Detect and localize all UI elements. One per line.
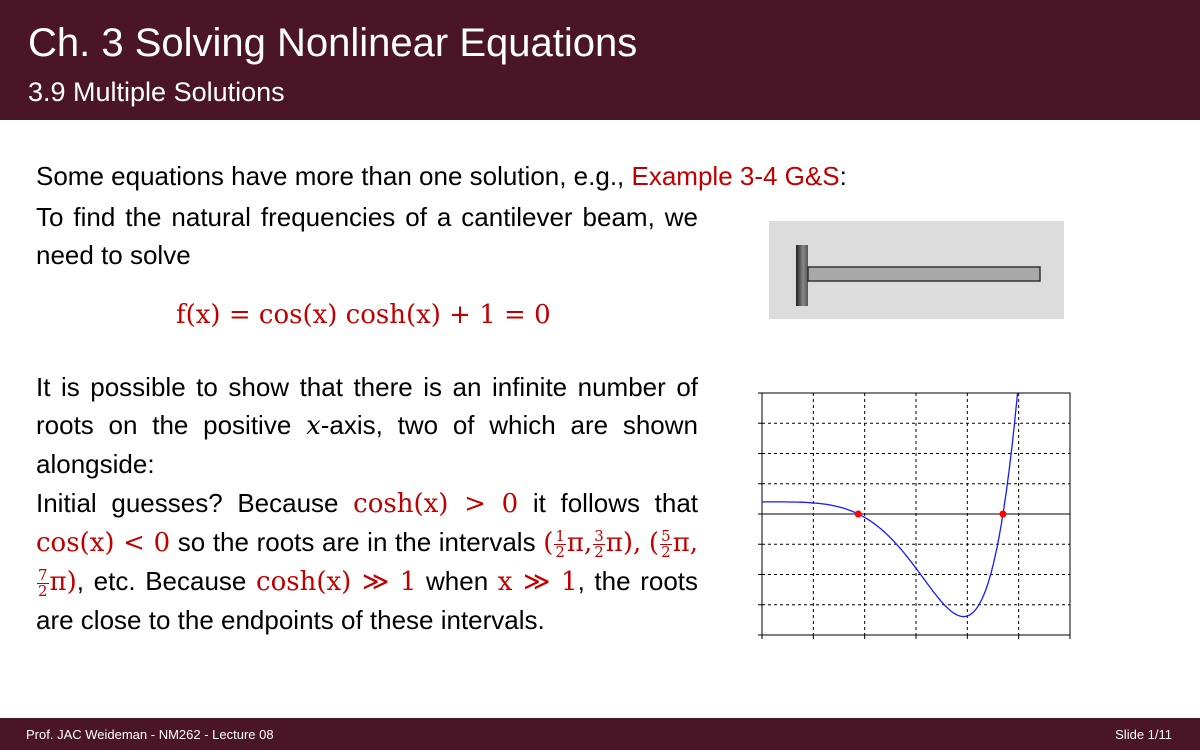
paren: ), <box>622 528 642 558</box>
p3-text-d: , etc. Because <box>76 566 257 596</box>
fraction <box>660 526 672 561</box>
footer-author: Prof. JAC Weideman - NM262 - Lecture 08 <box>26 727 274 742</box>
equation: f(x) = cos(x) cosh(x) + 1 = 0 <box>176 300 551 330</box>
denominator: 2 <box>661 542 671 561</box>
fraction <box>37 565 49 600</box>
beam-bar <box>808 267 1040 281</box>
plot-svg <box>748 385 1078 650</box>
numerator: 1 <box>555 526 565 545</box>
root-marker <box>999 511 1006 518</box>
para2-text-a: It is possible to show that there is an infinite number of roots on the positive <box>36 372 698 440</box>
denominator: 2 <box>38 581 48 600</box>
root-marker <box>855 511 862 518</box>
p3-text-b: it follows that <box>518 488 699 518</box>
paren: ( <box>543 528 554 558</box>
numerator: 5 <box>661 526 671 545</box>
slide-title: Ch. 3 Solving Nonlinear Equations <box>28 21 638 65</box>
wall-support <box>796 245 808 306</box>
paragraph-infinite-roots <box>36 368 698 483</box>
paren: ( <box>648 528 660 558</box>
function-curve <box>762 393 1018 617</box>
math-cosh-large: cosh(x) ≫ 1 <box>256 567 417 597</box>
p3-text-f: , the roots are close to the endpoints of these intervals. <box>36 566 699 635</box>
paragraph-cantilever: To find the natural frequencies of a cantilever beam, we need to solve <box>36 202 698 270</box>
p3-text-c: so the roots are in the intervals <box>170 527 544 557</box>
interval-1 <box>543 526 642 561</box>
math-cos-negative: cos(x) < 0 <box>36 528 171 558</box>
paren: ) <box>66 567 77 597</box>
function-plot <box>748 385 1078 655</box>
slide-number: Slide 1/11 <box>1115 727 1172 742</box>
paragraph-initial-guesses <box>36 484 698 639</box>
slide-header <box>0 0 1200 120</box>
para2-text-b: -axis, two of which are shown alongside: <box>36 410 698 479</box>
fraction <box>554 526 566 561</box>
slide-footer <box>0 718 1200 750</box>
p3-text-a: Initial guesses? Because <box>36 488 354 518</box>
pi-symbol: π <box>566 528 584 558</box>
cantilever-beam-illustration <box>769 221 1064 319</box>
intro-colon: : <box>839 161 847 191</box>
intro-line <box>36 158 847 194</box>
numerator: 7 <box>38 565 48 584</box>
cantilever-beam-figure <box>769 221 1064 319</box>
math-cosh-positive: cosh(x) > 0 <box>353 489 519 519</box>
slide-subtitle: 3.9 Multiple Solutions <box>28 77 285 107</box>
denominator: 2 <box>555 542 565 561</box>
comma: , <box>583 528 593 558</box>
numerator: 3 <box>594 526 604 545</box>
example-reference-link[interactable]: Example 3-4 G&S <box>631 161 840 191</box>
pi-symbol: π <box>672 528 690 558</box>
intro-text: Some equations have more than one solution, e.g., <box>36 161 632 191</box>
comma: , <box>689 528 698 558</box>
math-x-large: x ≫ 1 <box>497 567 578 597</box>
denominator: 2 <box>594 542 604 561</box>
pi-symbol: π <box>49 567 67 597</box>
fraction <box>593 526 605 561</box>
pi-symbol: π <box>605 528 623 558</box>
para2-x-symbol: x <box>306 411 321 441</box>
p3-text-e: when <box>416 566 498 596</box>
